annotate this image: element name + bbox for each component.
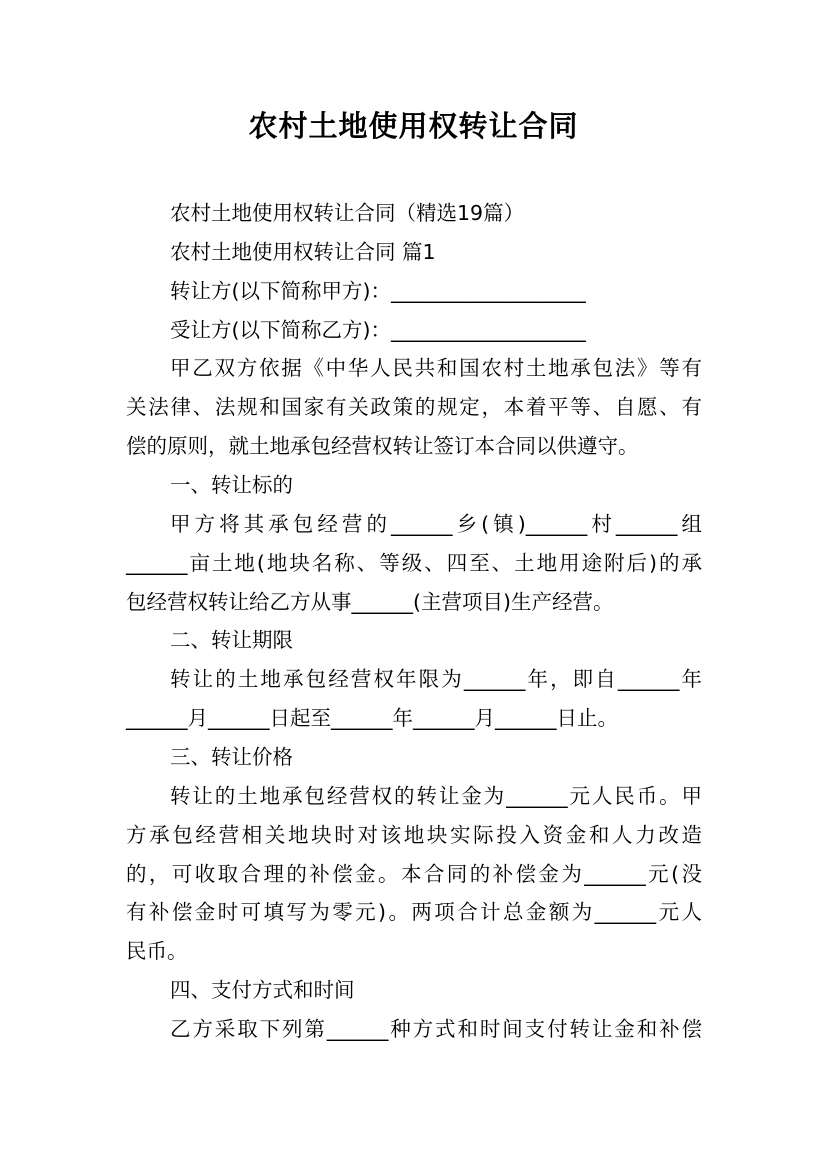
transferor-field: 转让方(以下简称甲方)：___________________ bbox=[170, 279, 586, 303]
paragraph-line: 有补偿金时可填写为零元)。两项合计总金额为______元人 bbox=[126, 900, 702, 924]
paragraph-line: ______亩土地(地块名称、等级、四至、土地用途附后)的承 bbox=[126, 551, 702, 575]
paragraph-line: 甲乙双方依据《中华人民共和国农村土地承包法》等有 bbox=[170, 356, 702, 380]
paragraph-line: 民币。 bbox=[126, 939, 188, 963]
paragraph-line: 关法律、法规和国家有关政策的规定，本着平等、自愿、有 bbox=[126, 395, 702, 419]
clause-heading: 一、转让标的 bbox=[170, 473, 293, 497]
paragraph-line: 的，可收取合理的补偿金。本合同的补偿金为______元(没 bbox=[126, 862, 702, 886]
section-heading: 农村土地使用权转让合同 篇1 bbox=[170, 240, 436, 264]
clause-heading: 三、转让价格 bbox=[170, 745, 293, 769]
paragraph-line: 转让的土地承包经营权年限为______年，即自______年 bbox=[170, 667, 702, 691]
clause-heading: 二、转让期限 bbox=[170, 628, 293, 652]
paragraph-line: 包经营权转让给乙方从事______(主营项目)生产经营。 bbox=[126, 590, 614, 614]
paragraph-line: 甲方将其承包经营的______乡(镇)______村______组 bbox=[170, 512, 702, 536]
paragraph-line: 乙方采取下列第______种方式和时间支付转让金和补偿 bbox=[170, 1017, 702, 1041]
paragraph-line: 偿的原则，就土地承包经营权转让签订本合同以供遵守。 bbox=[126, 434, 639, 458]
document-title: 农村土地使用权转让合同 bbox=[248, 109, 579, 143]
paragraph-line: 转让的土地承包经营权的转让金为______元人民币。甲 bbox=[170, 784, 702, 808]
paragraph-line: 方承包经营相关地块时对该地块实际投入资金和人力改造 bbox=[126, 823, 702, 847]
clause-heading: 四、支付方式和时间 bbox=[170, 978, 355, 1002]
paragraph-line: ______月______日起至______年______月______日止。 bbox=[126, 706, 618, 730]
transferee-field: 受让方(以下简称乙方)：___________________ bbox=[170, 318, 586, 342]
subtitle-line: 农村土地使用权转让合同（精选19篇） bbox=[170, 201, 525, 225]
